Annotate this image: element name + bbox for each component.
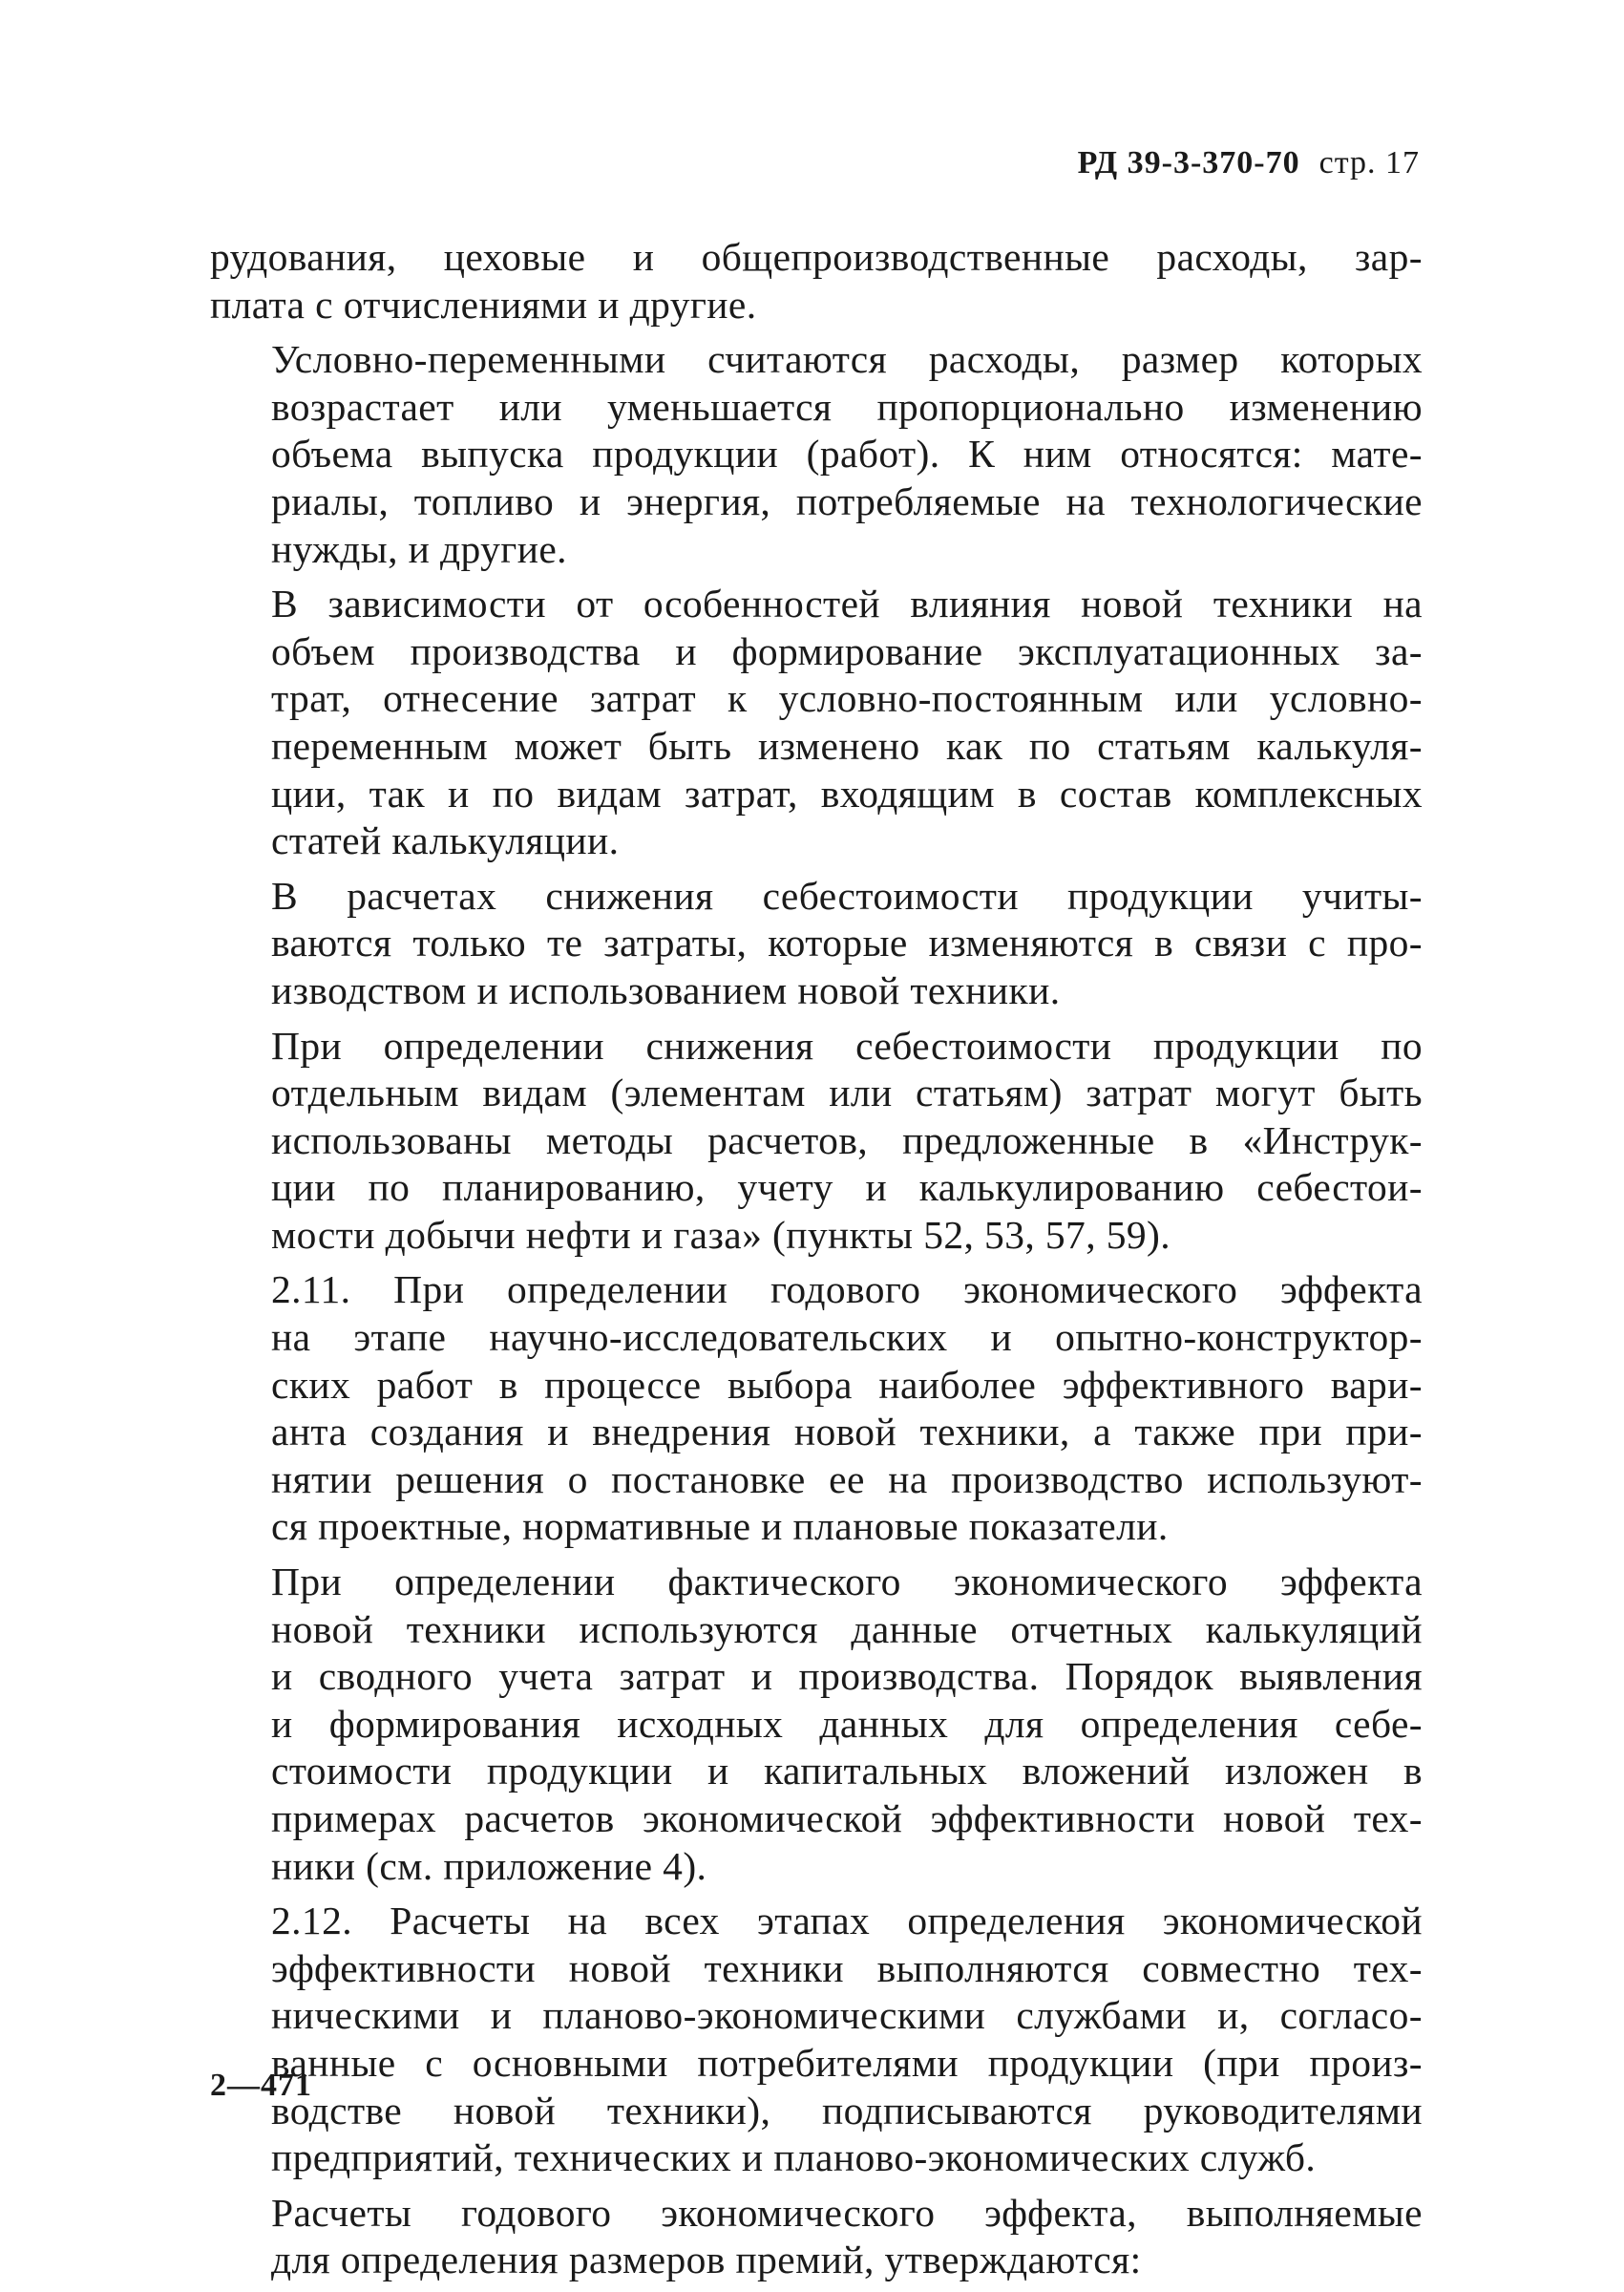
text-line: плата с отчислениями и другие. [210,282,757,327]
text-line: 2.12. Расчеты на всех этапах определения экономической [271,1899,1423,1943]
text-line: отдельным видам (элементам или статьям) затрат могут быть [271,1071,1423,1115]
paragraph [210,1266,1423,1551]
paragraph [210,1023,1423,1260]
text-line: объем производства и формирование эксплуатационных за- [271,628,1423,673]
text-line: В зависимости от особенностей влияния новой техники на [271,582,1423,626]
printer-signature-mark: 2—471 [210,2068,312,2103]
text-line: на этапе научно-исследовательских и опытно-конструктор- [271,1315,1423,1360]
text-line: При определении снижения себестоимости продукции по [271,1023,1423,1068]
text-line: использованы методы расчетов, предложенные в «Инструк- [271,1117,1423,1162]
document-code: РД 39-3-370-70 [1077,145,1300,180]
text-line: В расчетах снижения себестоимости продукции учиты- [271,873,1423,918]
text-line: нятии решения о постановке ее на производство используют- [271,1456,1423,1501]
text-line: 2.11. При определении годового экономического эффекта [271,1267,1423,1312]
paragraph [210,336,1423,573]
paragraph [210,873,1423,1015]
paragraph [210,234,1423,329]
text-line: предприятий, технических и планово-экономических служб. [271,2135,1317,2180]
text-line: и сводного учета затрат и производства. Порядок выявления [271,1654,1423,1699]
text-line: ническими и планово-экономическими службами и, согласо- [271,1993,1423,2038]
text-line: новой техники используются данные отчетных калькуляций [271,1606,1423,1651]
text-line: ских работ в процессе выбора наиболее эффективного вари- [271,1362,1423,1407]
text-line: ции по планированию, учету и калькулированию себестои- [271,1165,1423,1210]
text-line: стоимости продукции и капитальных вложений изложен в [271,1749,1423,1793]
text-line: рудования, цеховые и общепроизводственные расходы, зар- [210,235,1423,279]
paragraph [210,1559,1423,1890]
text-line: изводством и использованием новой техники. [271,967,1061,1012]
text-line: возрастает или уменьшается пропорционально изменению [271,384,1423,429]
text-line: Расчеты годового экономического эффекта, выполняемые [271,2190,1423,2235]
text-line: При определении фактического экономического эффекта [271,1560,1423,1604]
text-line: анта создания и внедрения новой техники, а также при при- [271,1410,1423,1454]
page-number: стр. 17 [1318,145,1420,180]
text-line: переменным может быть изменено как по статьям калькуля- [271,723,1423,768]
text-line: ции, так и по видам затрат, входящим в состав комплексных [271,771,1423,816]
text-line: статей калькуляции. [271,818,620,863]
text-line: объема выпуска продукции (работ). К ним относятся: мате- [271,432,1423,477]
paragraph [210,1898,1423,2182]
paragraph [210,581,1423,865]
text-line: нужды, и другие. [271,526,567,571]
running-header [1078,145,1420,181]
text-line: ванные с основными потребителями продукции (при произ- [271,2040,1423,2085]
paragraph [210,2190,1423,2284]
text-line: ся проектные, нормативные и плановые показатели. [271,1504,1169,1549]
text-line: ники (см. приложение 4). [271,1843,707,1888]
text-line: Условно-переменными считаются расходы, размер которых [271,337,1423,382]
body-text [210,234,1423,2292]
text-line: трат, отнесение затрат к условно-постоянным или условно- [271,676,1423,721]
text-line: ваются только те затраты, которые изменяются в связи с про- [271,921,1423,966]
text-line: примерах расчетов экономической эффективности новой тех- [271,1796,1423,1840]
text-line: риалы, топливо и энергия, потребляемые на технологические [271,478,1423,523]
text-line: для определения размеров премий, утверждаются: [271,2238,1142,2282]
text-line: и формирования исходных данных для определения себе- [271,1701,1423,1746]
text-line: мости добычи нефти и газа» (пункты 52, 53, 57, 59). [271,1212,1171,1257]
text-line: водстве новой техники), подписываются руководителями [271,2088,1423,2133]
text-line: эффективности новой техники выполняются совместно тех- [271,1945,1423,1990]
